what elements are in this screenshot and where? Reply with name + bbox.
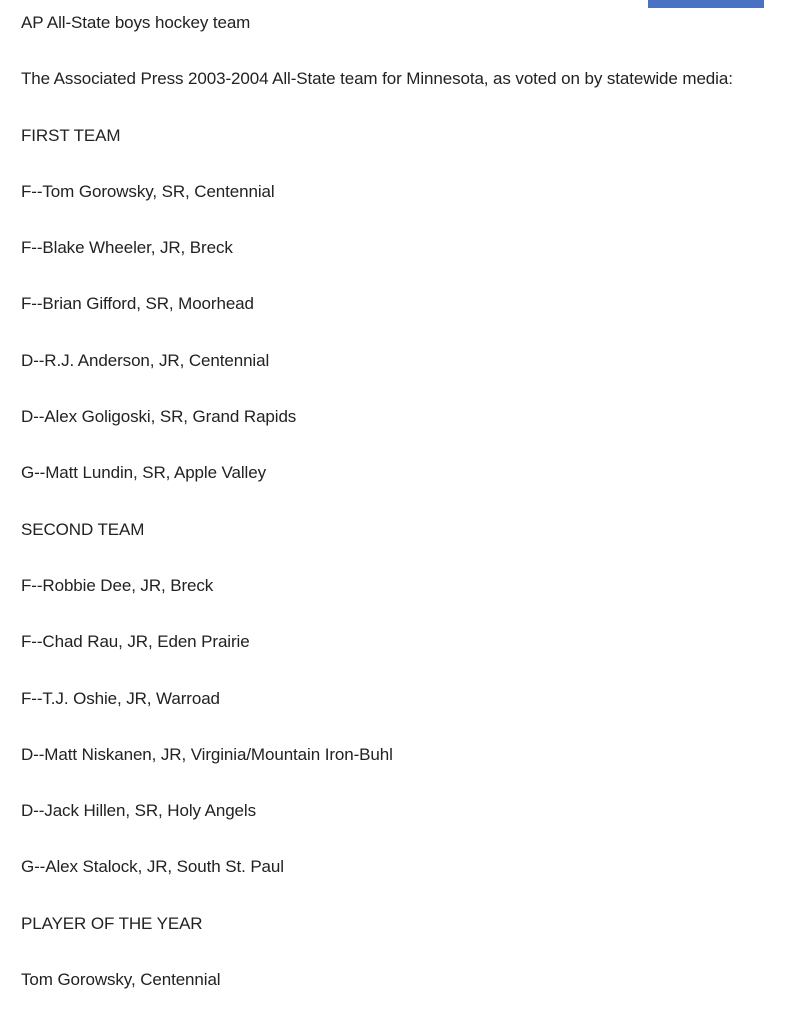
second-team-player: F--Chad Rau, JR, Eden Prairie (21, 632, 250, 652)
first-team-player: D--R.J. Anderson, JR, Centennial (21, 350, 270, 370)
player-of-year-heading: PLAYER OF THE YEAR (21, 913, 203, 933)
first-team-player: F--Tom Gorowsky, SR, Centennial (21, 181, 275, 201)
second-team-player: F--Robbie Dee, JR, Breck (21, 575, 214, 595)
first-team-player: D--Alex Goligoski, SR, Grand Rapids (21, 407, 297, 427)
first-team-player: F--Blake Wheeler, JR, Breck (21, 238, 233, 258)
second-team-player: F--T.J. Oshie, JR, Warroad (21, 688, 220, 708)
player-of-year-name: Tom Gorowsky, Centennial (21, 970, 221, 990)
second-team-player: G--Alex Stalock, JR, South St. Paul (21, 857, 284, 877)
article-headline: AP All-State boys hockey team (21, 13, 251, 32)
article-intro: The Associated Press 2003-2004 All-State team for Minnesota, as voted on by statewide media: (21, 69, 733, 89)
first-team-heading: FIRST TEAM (21, 125, 121, 145)
top-tab-button[interactable] (648, 0, 764, 8)
article-body (21, 12, 781, 1025)
second-team-player: D--Jack Hillen, SR, Holy Angels (21, 801, 256, 821)
first-team-player: G--Matt Lundin, SR, Apple Valley (21, 463, 266, 483)
first-team-player: F--Brian Gifford, SR, Moorhead (21, 294, 254, 314)
second-team-player: D--Matt Niskanen, JR, Virginia/Mountain Iron-Buhl (21, 744, 393, 764)
second-team-heading: SECOND TEAM (21, 519, 145, 539)
